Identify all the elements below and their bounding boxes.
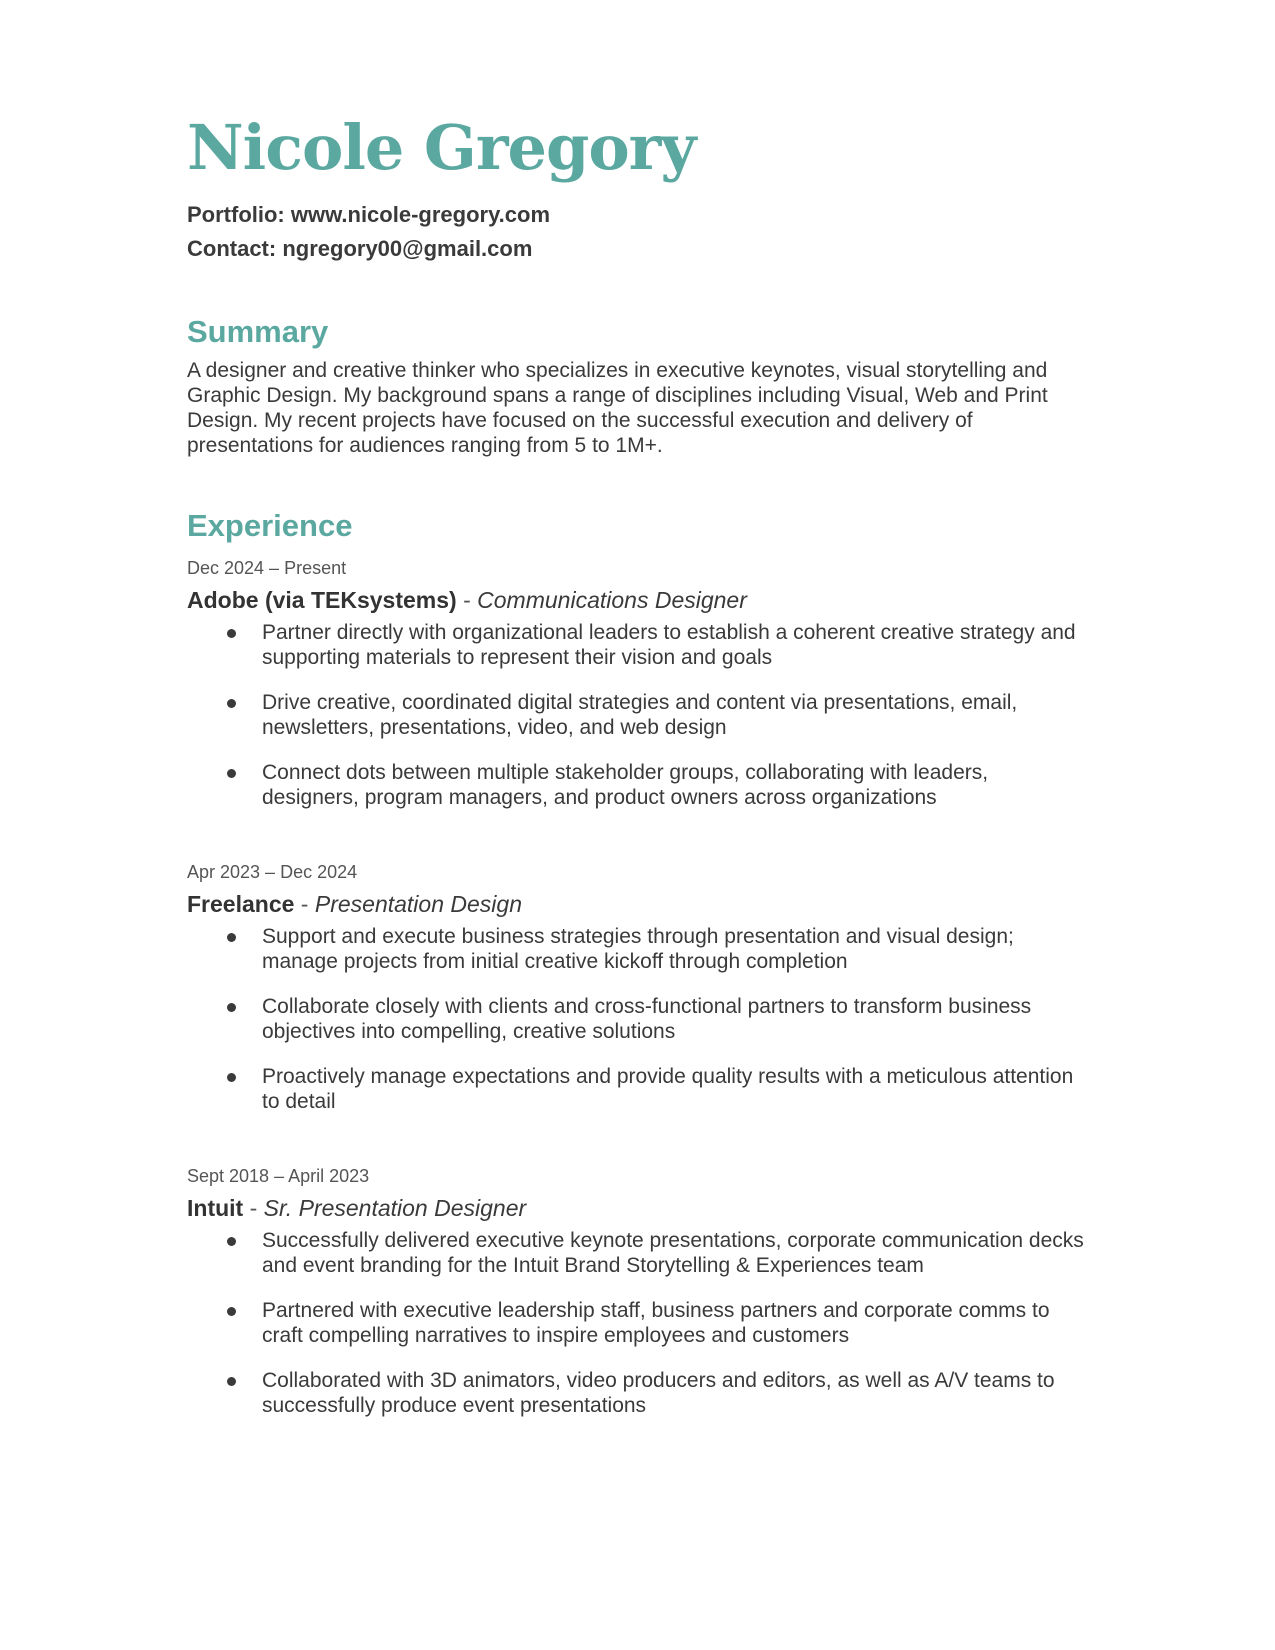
job-bullet <box>187 1064 1087 1114</box>
job-entry <box>187 858 1087 1114</box>
job-bullet <box>187 690 1087 740</box>
job-dates: Sept 2018 – April 2023 <box>187 1166 370 1186</box>
job-title-line <box>187 1192 1087 1224</box>
job-role: Presentation Design <box>314 891 522 917</box>
bullet-dot-icon <box>227 933 236 942</box>
job-title-line <box>187 584 1087 616</box>
job-entry <box>187 554 1087 810</box>
job-bullet-text: Collaborate closely with clients and cross-functional partners to transform business objectives into compelling, creative solutions <box>262 995 1032 1043</box>
job-bullets <box>187 924 1087 1114</box>
bullet-dot-icon <box>227 1307 236 1316</box>
experience-heading: Experience <box>187 508 353 543</box>
job-bullet-text: Successfully delivered executive keynote presentations, corporate communication decks and event branding for the Intuit Brand Storytelling & Experiences team <box>262 1229 1084 1277</box>
bullet-dot-icon <box>227 769 236 778</box>
job-separator: - <box>456 587 478 613</box>
job-dates: Dec 2024 – Present <box>187 558 347 578</box>
job-role: Sr. Presentation Designer <box>263 1195 527 1221</box>
summary-text: A designer and creative thinker who specializes in executive keynotes, visual storytelling and Graphic Design. My background spans a range of disciplines including Visual, Web and Print Design. My recent projects have focused on the successful execution and delivery of presentations for audiences ranging from 5 to 1M+. <box>187 359 1048 457</box>
job-bullet-text: Connect dots between multiple stakeholder groups, collaborating with leaders, designers, program managers, and product owners across organizations <box>262 761 989 809</box>
job-bullet-text: Partner directly with organizational leaders to establish a coherent creative strategy and supporting materials to represent their vision and goals <box>262 621 1076 669</box>
job-bullet-text: Drive creative, coordinated digital strategies and content via presentations, email, newsletters, presentations, video, and web design <box>262 691 1018 739</box>
job-bullet-text: Collaborated with 3D animators, video producers and editors, as well as A/V teams to successfully produce event presentations <box>262 1369 1055 1417</box>
job-bullet <box>187 994 1087 1044</box>
bullet-dot-icon <box>227 1073 236 1082</box>
job-separator: - <box>243 1195 264 1221</box>
job-company: Adobe (via TEKsystems) <box>187 587 457 613</box>
job-bullet <box>187 620 1087 670</box>
job-dates: Apr 2023 – Dec 2024 <box>187 862 358 882</box>
job-separator: - <box>294 891 315 917</box>
bullet-dot-icon <box>227 629 236 638</box>
candidate-name: Nicole Gregory <box>187 111 696 184</box>
job-bullet-text: Partnered with executive leadership staff, business partners and corporate comms to craft compelling narratives to inspire employees and customers <box>262 1299 1050 1347</box>
bullet-dot-icon <box>227 1237 236 1246</box>
job-bullet-text: Proactively manage expectations and provide quality results with a meticulous attention to detail <box>262 1065 1074 1113</box>
job-bullets <box>187 620 1087 810</box>
summary-heading: Summary <box>187 314 329 349</box>
job-company: Intuit <box>187 1195 244 1221</box>
portfolio-line: Portfolio: www.nicole-gregory.com <box>187 202 551 227</box>
job-company: Freelance <box>187 891 295 917</box>
job-bullet-text: Support and execute business strategies through presentation and visual design; manage projects from initial creative kickoff through completion <box>262 925 1014 973</box>
contact-block <box>187 198 1087 266</box>
job-bullet <box>187 1368 1087 1418</box>
job-entry <box>187 1162 1087 1418</box>
bullet-dot-icon <box>227 1003 236 1012</box>
job-bullet <box>187 924 1087 974</box>
contact-line: Contact: ngregory00@gmail.com <box>187 236 533 261</box>
job-role: Communications Designer <box>477 587 747 613</box>
job-bullet <box>187 1228 1087 1278</box>
job-bullet <box>187 760 1087 810</box>
job-title-line <box>187 888 1087 920</box>
job-bullets <box>187 1228 1087 1418</box>
resume-page <box>187 110 1087 1418</box>
bullet-dot-icon <box>227 699 236 708</box>
bullet-dot-icon <box>227 1377 236 1386</box>
job-bullet <box>187 1298 1087 1348</box>
